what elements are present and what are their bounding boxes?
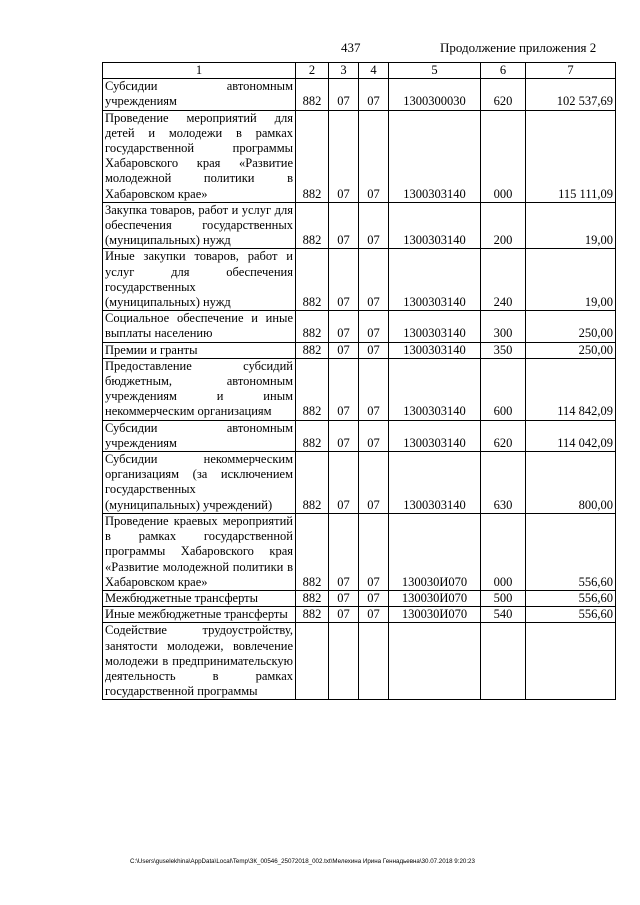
table-row (103, 623, 616, 700)
row-name-cell: Проведение мероприятий для детей и молодежи в рамках государственной программы Хабаровского края «Развитие молодежной политики в Хабаровском крае» (103, 110, 296, 202)
row-value-cell: 600 (481, 358, 526, 420)
column-header: 4 (359, 63, 389, 79)
row-value-cell: 882 (296, 513, 329, 590)
table-row (103, 202, 616, 249)
row-value-cell: 07 (329, 342, 359, 358)
row-value-cell: 500 (481, 590, 526, 606)
row-value-cell: 07 (329, 358, 359, 420)
row-value-cell: 07 (329, 110, 359, 202)
row-value-cell: 000 (481, 110, 526, 202)
header-row (103, 63, 616, 79)
row-value-cell: 07 (359, 249, 389, 311)
column-header: 5 (389, 63, 481, 79)
row-value-cell: 630 (481, 452, 526, 514)
row-value-cell (329, 623, 359, 700)
column-header: 3 (329, 63, 359, 79)
row-name-cell: Иные закупки товаров, работ и услуг для обеспечения государственных (муниципальных) нужд (103, 249, 296, 311)
row-value-cell: 882 (296, 202, 329, 249)
row-name-cell: Предоставление субсидий бюджетным, автономным учреждениям и иным некоммерческим организациям (103, 358, 296, 420)
table-row (103, 79, 616, 110)
continuation-label: Продолжение приложения 2 (440, 40, 597, 55)
row-value-cell: 300 (481, 311, 526, 342)
row-value-cell: 07 (359, 202, 389, 249)
row-value-cell: 07 (359, 607, 389, 623)
row-value-cell: 130030И070 (389, 513, 481, 590)
table-row (103, 607, 616, 623)
row-value-cell: 07 (359, 311, 389, 342)
budget-table (102, 62, 616, 700)
row-value-cell: 07 (359, 590, 389, 606)
row-value-cell: 240 (481, 249, 526, 311)
row-value-cell: 07 (329, 311, 359, 342)
row-value-cell: 000 (481, 513, 526, 590)
row-value-cell: 07 (359, 110, 389, 202)
row-value-cell: 102 537,69 (526, 79, 616, 110)
column-header: 6 (481, 63, 526, 79)
row-value-cell: 882 (296, 590, 329, 606)
table-row (103, 452, 616, 514)
table-row (103, 342, 616, 358)
table-row (103, 358, 616, 420)
row-value-cell: 114 042,09 (526, 420, 616, 451)
row-value-cell: 882 (296, 110, 329, 202)
row-value-cell: 07 (329, 590, 359, 606)
column-header: 1 (103, 63, 296, 79)
row-value-cell: 556,60 (526, 607, 616, 623)
row-value-cell: 1300303140 (389, 420, 481, 451)
column-header: 7 (526, 63, 616, 79)
row-value-cell: 882 (296, 311, 329, 342)
row-value-cell: 07 (329, 513, 359, 590)
row-value-cell: 620 (481, 79, 526, 110)
row-name-cell: Субсидии некоммерческим организациям (за исключением государственных (муниципальных) учреждений) (103, 452, 296, 514)
row-value-cell: 250,00 (526, 342, 616, 358)
row-value-cell: 115 111,09 (526, 110, 616, 202)
row-value-cell: 07 (329, 607, 359, 623)
row-value-cell: 1300303140 (389, 452, 481, 514)
row-value-cell: 114 842,09 (526, 358, 616, 420)
row-value-cell: 1300303140 (389, 358, 481, 420)
row-value-cell: 19,00 (526, 249, 616, 311)
row-name-cell: Иные межбюджетные трансферты (103, 607, 296, 623)
table-row (103, 420, 616, 451)
row-value-cell: 1300303140 (389, 110, 481, 202)
file-path-footer: C:\Users\guselekhina\AppData\Local\Temp\ЗК_00546_25072018_002.txt\Мелехина Ирина Геннадьевна\30.07.2018 9:20:23 (130, 858, 475, 865)
row-name-cell: Субсидии автономным учреждениям (103, 79, 296, 110)
row-value-cell: 800,00 (526, 452, 616, 514)
row-value-cell: 882 (296, 420, 329, 451)
table-row (103, 513, 616, 590)
row-value-cell: 07 (359, 452, 389, 514)
row-name-cell: Премии и гранты (103, 342, 296, 358)
row-value-cell: 07 (359, 420, 389, 451)
row-value-cell: 1300300030 (389, 79, 481, 110)
row-value-cell: 07 (359, 358, 389, 420)
row-value-cell: 882 (296, 452, 329, 514)
row-value-cell: 07 (359, 513, 389, 590)
table-row (103, 311, 616, 342)
row-value-cell: 19,00 (526, 202, 616, 249)
row-value-cell: 130030И070 (389, 590, 481, 606)
row-value-cell: 556,60 (526, 513, 616, 590)
row-value-cell: 1300303140 (389, 311, 481, 342)
row-value-cell: 1300303140 (389, 249, 481, 311)
row-value-cell: 620 (481, 420, 526, 451)
table-row (103, 249, 616, 311)
row-value-cell: 350 (481, 342, 526, 358)
table-body (103, 79, 616, 700)
row-value-cell: 882 (296, 607, 329, 623)
table-row (103, 590, 616, 606)
row-value-cell: 882 (296, 358, 329, 420)
row-value-cell: 250,00 (526, 311, 616, 342)
row-value-cell: 556,60 (526, 590, 616, 606)
row-value-cell (481, 623, 526, 700)
row-value-cell (526, 623, 616, 700)
row-name-cell: Проведение краевых мероприятий в рамках государственной программы Хабаровского края «Развитие молодежной политики в Хабаровском крае» (103, 513, 296, 590)
row-name-cell: Социальное обеспечение и иные выплаты населению (103, 311, 296, 342)
row-name-cell: Закупка товаров, работ и услуг для обеспечения государственных (муниципальных) нужд (103, 202, 296, 249)
row-value-cell: 07 (329, 202, 359, 249)
column-header: 2 (296, 63, 329, 79)
row-value-cell: 1300303140 (389, 342, 481, 358)
row-value-cell: 07 (359, 79, 389, 110)
row-value-cell: 07 (329, 79, 359, 110)
row-value-cell: 540 (481, 607, 526, 623)
row-value-cell (296, 623, 329, 700)
row-value-cell: 07 (329, 420, 359, 451)
page-number: 437 (341, 40, 361, 55)
row-value-cell: 882 (296, 79, 329, 110)
row-value-cell: 07 (329, 249, 359, 311)
row-value-cell (389, 623, 481, 700)
row-name-cell: Межбюджетные трансферты (103, 590, 296, 606)
row-value-cell: 200 (481, 202, 526, 249)
row-value-cell: 1300303140 (389, 202, 481, 249)
row-value-cell: 07 (359, 342, 389, 358)
row-value-cell (359, 623, 389, 700)
row-value-cell: 130030И070 (389, 607, 481, 623)
row-name-cell: Содействие трудоустройству, занятости молодежи, вовлечение молодежи в предпринимательскую деятельность в рамках государственной программы (103, 623, 296, 700)
table-row (103, 110, 616, 202)
row-value-cell: 882 (296, 249, 329, 311)
row-name-cell: Субсидии автономным учреждениям (103, 420, 296, 451)
row-value-cell: 882 (296, 342, 329, 358)
row-value-cell: 07 (329, 452, 359, 514)
